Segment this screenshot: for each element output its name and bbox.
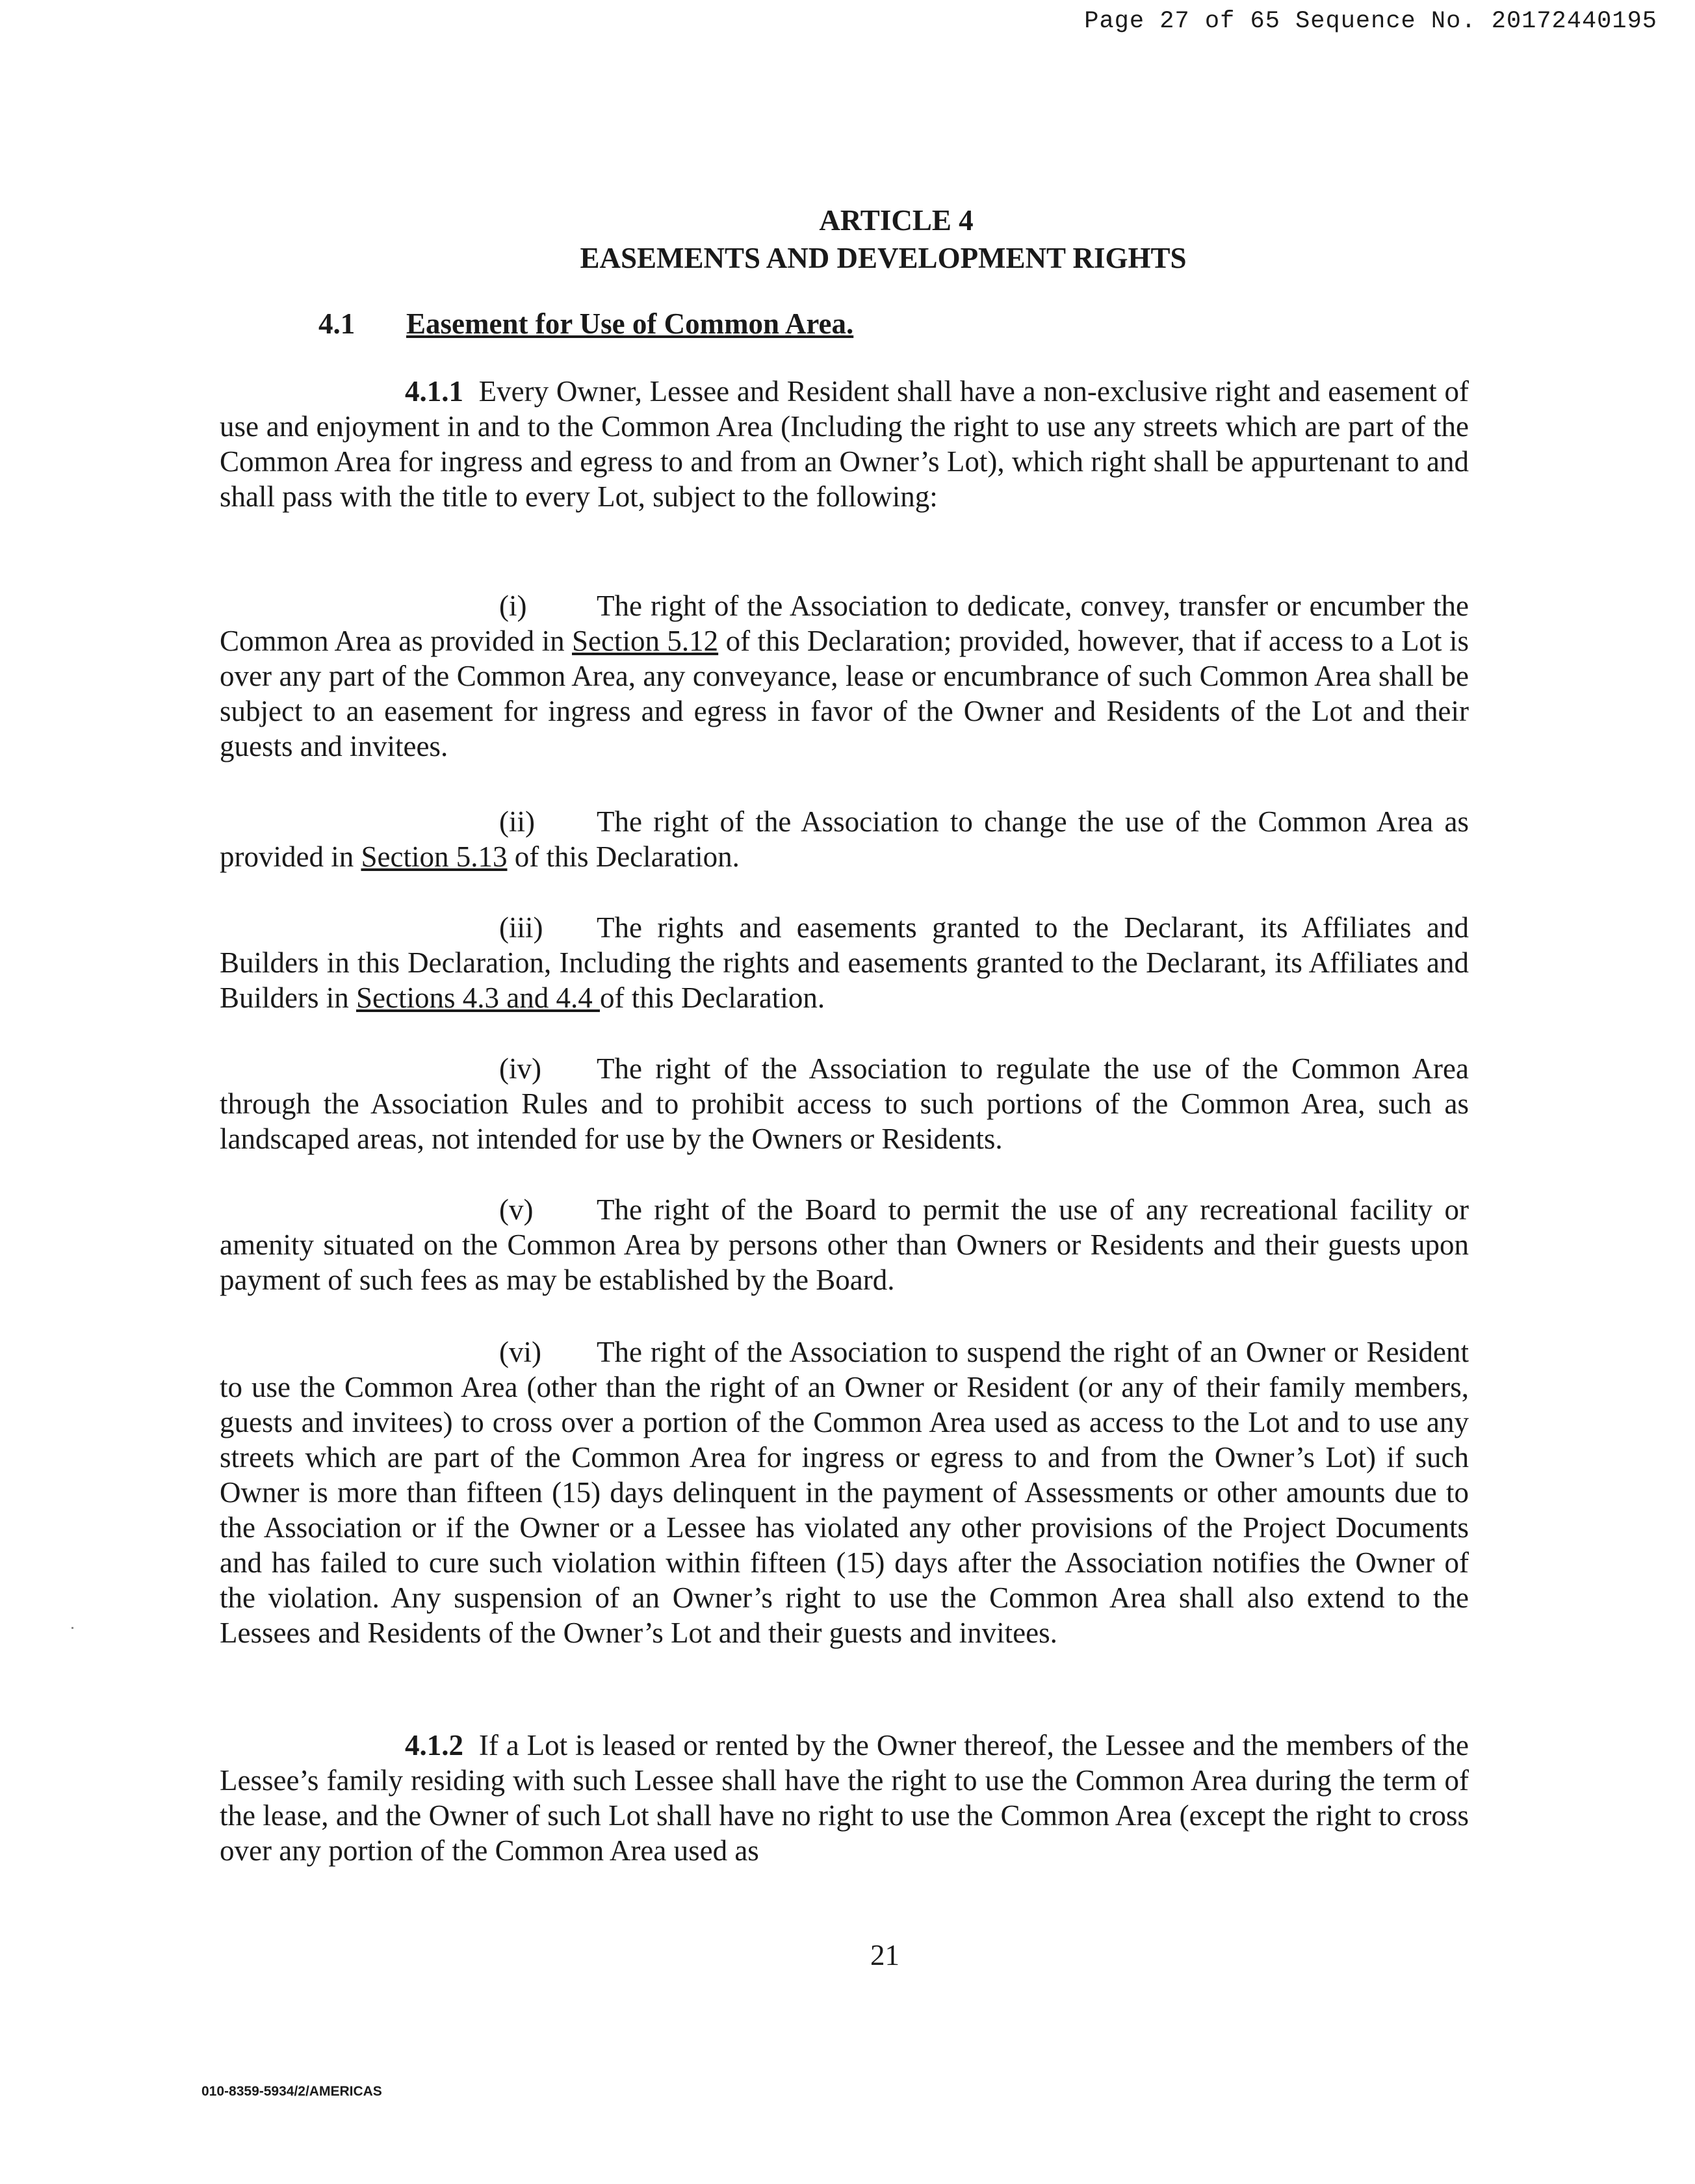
item-text: The right of the Association to regulate the use of the Common Area through the Association Rules and to prohibit access to such portions of the Common Area, such as landscaped areas, not intended for use by the Owners or Residents. <box>220 1052 1469 1155</box>
page-number-text: 21 <box>870 1939 899 1971</box>
list-item-v <box>220 1192 1469 1297</box>
item-label: (i) <box>499 590 527 622</box>
scan-speck <box>71 1627 73 1629</box>
article-number: ARTICLE 4 <box>819 204 974 237</box>
section-reference: Section 5.13 <box>361 840 508 873</box>
page-sequence-header: Page 27 of 65 Sequence No. 20172440195 <box>1084 8 1657 35</box>
paragraph-number: 4.1.1 <box>405 375 463 408</box>
paragraph-text: Every Owner, Lessee and Resident shall have a non-exclusive right and easement of use and enjoyment in and to the Common Area (Including the right to use any streets which are part of the Common Area for ingress and egress to and from an Owner’s Lot), which right shall be appurtenant to and shall pass with the title to every Lot, subject to the following: <box>220 375 1469 513</box>
item-text: of this Declaration. <box>507 840 740 873</box>
item-text: The right of the Association to suspend the right of an Owner or Resident to use the Common Area (other than the right of an Owner or Resident (or any of their family members, guests and invitees) to cross over a portion of the Common Area used as access to the Lot and to use any streets which are part of the Common Area for ingress or egress to and from the Owner’s Lot) if such Owner is more than fifteen (15) days delinquent in the payment of Assessments or other amounts due to the Association or if the Owner or a Lessee has violated any other provisions of the Project Documents and has failed to cure such violation within fifteen (15) days after the Association notifies the Owner of the violation. Any suspension of an Owner’s right to use the Common Area shall also extend to the Lessees and Residents of the Owner’s Lot and their guests and invitees. <box>220 1336 1469 1649</box>
paragraph-number: 4.1.2 <box>405 1729 463 1762</box>
list-item-ii <box>220 804 1469 874</box>
item-label: (v) <box>499 1193 534 1226</box>
section-number: 4.1 <box>318 307 356 340</box>
article-heading <box>0 202 1695 277</box>
list-item-iii <box>220 910 1469 1015</box>
item-label: (vi) <box>499 1336 541 1368</box>
item-label: (iii) <box>499 911 543 944</box>
paragraph-text: If a Lot is leased or rented by the Owner thereof, the Lessee and the members of the Lessee’s family residing with such Lessee shall have the right to use the Common Area during the term of the lease, and the Owner of such Lot shall have no right to use the Common Area (except the right to cross over any portion of the Common Area used as <box>220 1729 1469 1867</box>
section-reference: Sections 4.3 and 4.4 <box>356 982 600 1014</box>
item-text: The right of the Association to dedicate, convey, transfer or encumber the Common Area as provided in <box>220 590 1469 657</box>
article-title: EASEMENTS AND DEVELOPMENT RIGHTS <box>580 242 1187 274</box>
page-number <box>0 1938 1695 1972</box>
section-title: Easement for Use of Common Area. <box>406 307 854 340</box>
section-reference: Section 5.12 <box>572 625 719 657</box>
list-item-i <box>220 588 1469 764</box>
list-item-vi <box>220 1334 1469 1650</box>
item-label: (iv) <box>499 1052 541 1085</box>
item-text: of this Declaration. <box>599 982 825 1014</box>
section-heading <box>318 307 853 341</box>
item-text: The right of the Board to permit the use of any recreational facility or amenity situated on the Common Area by persons other than Owners or Residents and their guests upon payment of such fees as may be established by the Board. <box>220 1193 1469 1296</box>
item-label: (ii) <box>499 805 535 838</box>
item-text: The rights and easements granted to the Declarant, its Affiliates and Builders in this Declaration, Including the rights and easements granted to the Declarant, its Affiliates and Builders in <box>220 911 1469 1014</box>
item-text: of this Declaration; provided, however, that if access to a Lot is over any part of the Common Area, any conveyance, lease or encumbrance of such Common Area shall be subject to an easement for ingress and egress in favor of the Owner and Residents of the Lot and their guests and invitees. <box>220 625 1469 762</box>
list-item-iv <box>220 1051 1469 1156</box>
document-id-footer: 010-8359-5934/2/AMERICAS <box>201 2084 382 2099</box>
paragraph-4-1-2 <box>220 1728 1469 1868</box>
paragraph-4-1-1 <box>220 374 1469 514</box>
item-text: The right of the Association to change the use of the Common Area as provided in <box>220 805 1469 873</box>
